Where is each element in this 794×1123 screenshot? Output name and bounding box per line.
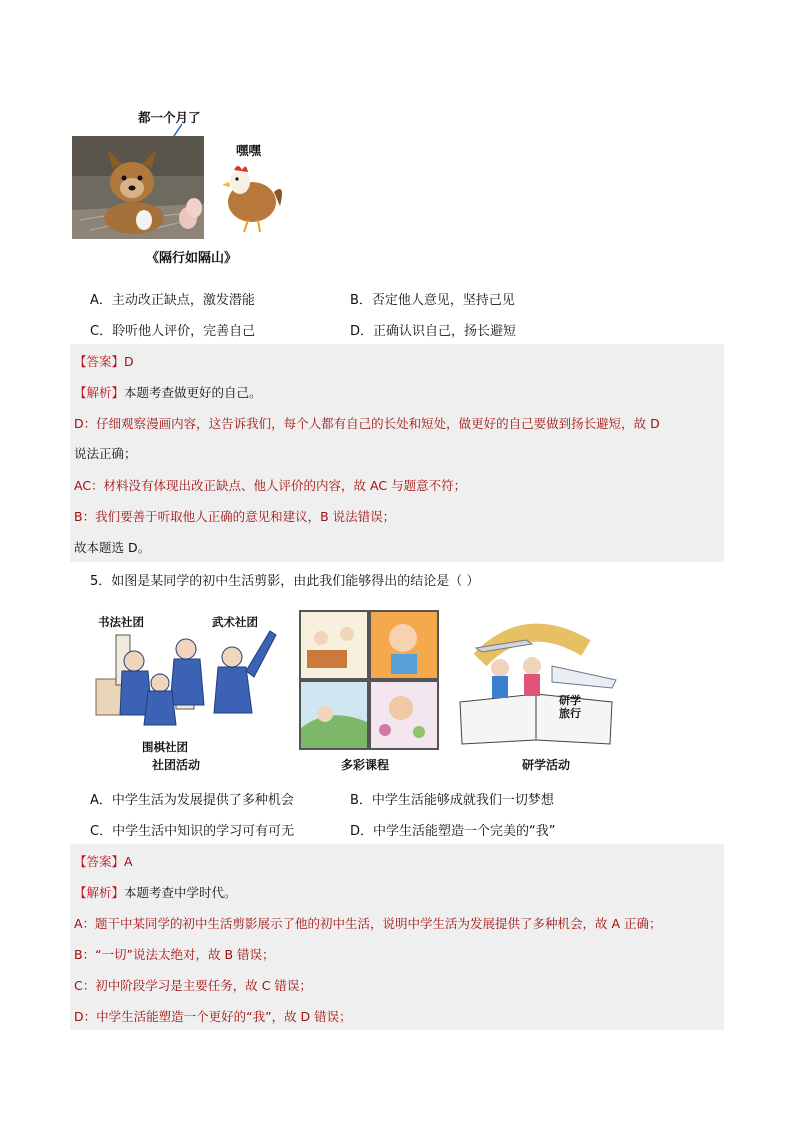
q4-answer-box <box>70 344 724 562</box>
q5-analysis-d: D：中学生活能塑造一个更好的“我”，故 D 错误； <box>74 1009 352 1024</box>
q4-conclusion: 故本题选 D。 <box>74 540 151 555</box>
q4-option-d: D．正确认识自己，扬长避短 <box>350 324 517 339</box>
analysis-intro: 本题考查中学时代。 <box>124 885 237 900</box>
q4-answer-line <box>74 352 134 370</box>
q5-analysis-a: A：题干中某同学的初中生活剪影展示了他的初中生活，说明中学生活为发展提供了多种机会，故 A 正确； <box>74 916 662 931</box>
study-trip-illustration <box>456 618 620 746</box>
hen-cartoon <box>222 166 282 232</box>
diverse-courses-caption: 多彩课程 <box>341 758 390 772</box>
q5-analysis-b: B：“一切”说法太绝对，故 B 错误； <box>74 947 275 962</box>
q4-analysis-line <box>74 383 262 401</box>
q4-analysis-ac: AC：材料没有体现出改正缺点、他人评价的内容，故 AC 与题意不符； <box>74 478 467 493</box>
martial-arts-club-label: 武术社团 <box>212 615 258 629</box>
dog-speech-text: 都一个月了 <box>138 110 201 125</box>
q5-option-a: A．中学生活为发展提供了多种机会 <box>90 793 294 808</box>
q5-stem: 5．如图是某同学的初中生活剪影，由此我们能够得出的结论是（ ） <box>90 574 480 589</box>
q5-option-c: C．中学生活中知识的学习可有可无 <box>90 824 295 839</box>
go-club-label: 围棋社团 <box>142 740 188 754</box>
answer-tag: 【答案】 <box>74 854 125 869</box>
answer-value: D <box>124 354 134 369</box>
q4-option-c: C．聆听他人评价，完善自己 <box>90 324 256 339</box>
answer-value: A <box>124 854 133 869</box>
comic-title: 《隔行如隔山》 <box>146 251 238 266</box>
study-trip-book-text: 研学旅行 <box>559 694 581 720</box>
q5-analysis-c: C：初中阶段学习是主要任务，故 C 错误； <box>74 978 312 993</box>
analysis-tag: 【解析】 <box>74 885 125 900</box>
calligraphy-club-label: 书法社团 <box>98 615 144 629</box>
club-activities-caption: 社团活动 <box>152 758 201 772</box>
q5-option-d: D．中学生活能塑造一个完美的“我” <box>350 824 556 839</box>
q4-option-b: B．否定他人意见，坚持己见 <box>350 293 515 308</box>
q4-analysis-b: B：我们要善于听取他人正确的意见和建议，B 说法错误； <box>74 509 396 524</box>
puppy-photo <box>72 136 204 239</box>
analysis-tag: 【解析】 <box>74 385 125 400</box>
diverse-courses-illustration <box>299 610 439 750</box>
q4-analysis-d-cont: 说法正确； <box>74 446 137 461</box>
comic-illustration <box>70 120 290 240</box>
analysis-intro: 本题考查做更好的自己。 <box>124 385 262 400</box>
q5-answer-line <box>74 852 133 870</box>
answer-tag: 【答案】 <box>74 354 125 369</box>
hen-speech-text: 嘿嘿 <box>236 143 262 158</box>
q5-answer-box <box>70 844 724 1030</box>
q5-option-b: B．中学生活能够成就我们一切梦想 <box>350 793 554 808</box>
study-trip-caption: 研学活动 <box>522 758 571 772</box>
q5-analysis-line <box>74 883 237 901</box>
q4-option-a: A．主动改正缺点，激发潜能 <box>90 293 255 308</box>
q4-analysis-d: D：仔细观察漫画内容，这告诉我们，每个人都有自己的长处和短处，做更好的自己要做到扬长避短，故 D <box>74 416 660 431</box>
